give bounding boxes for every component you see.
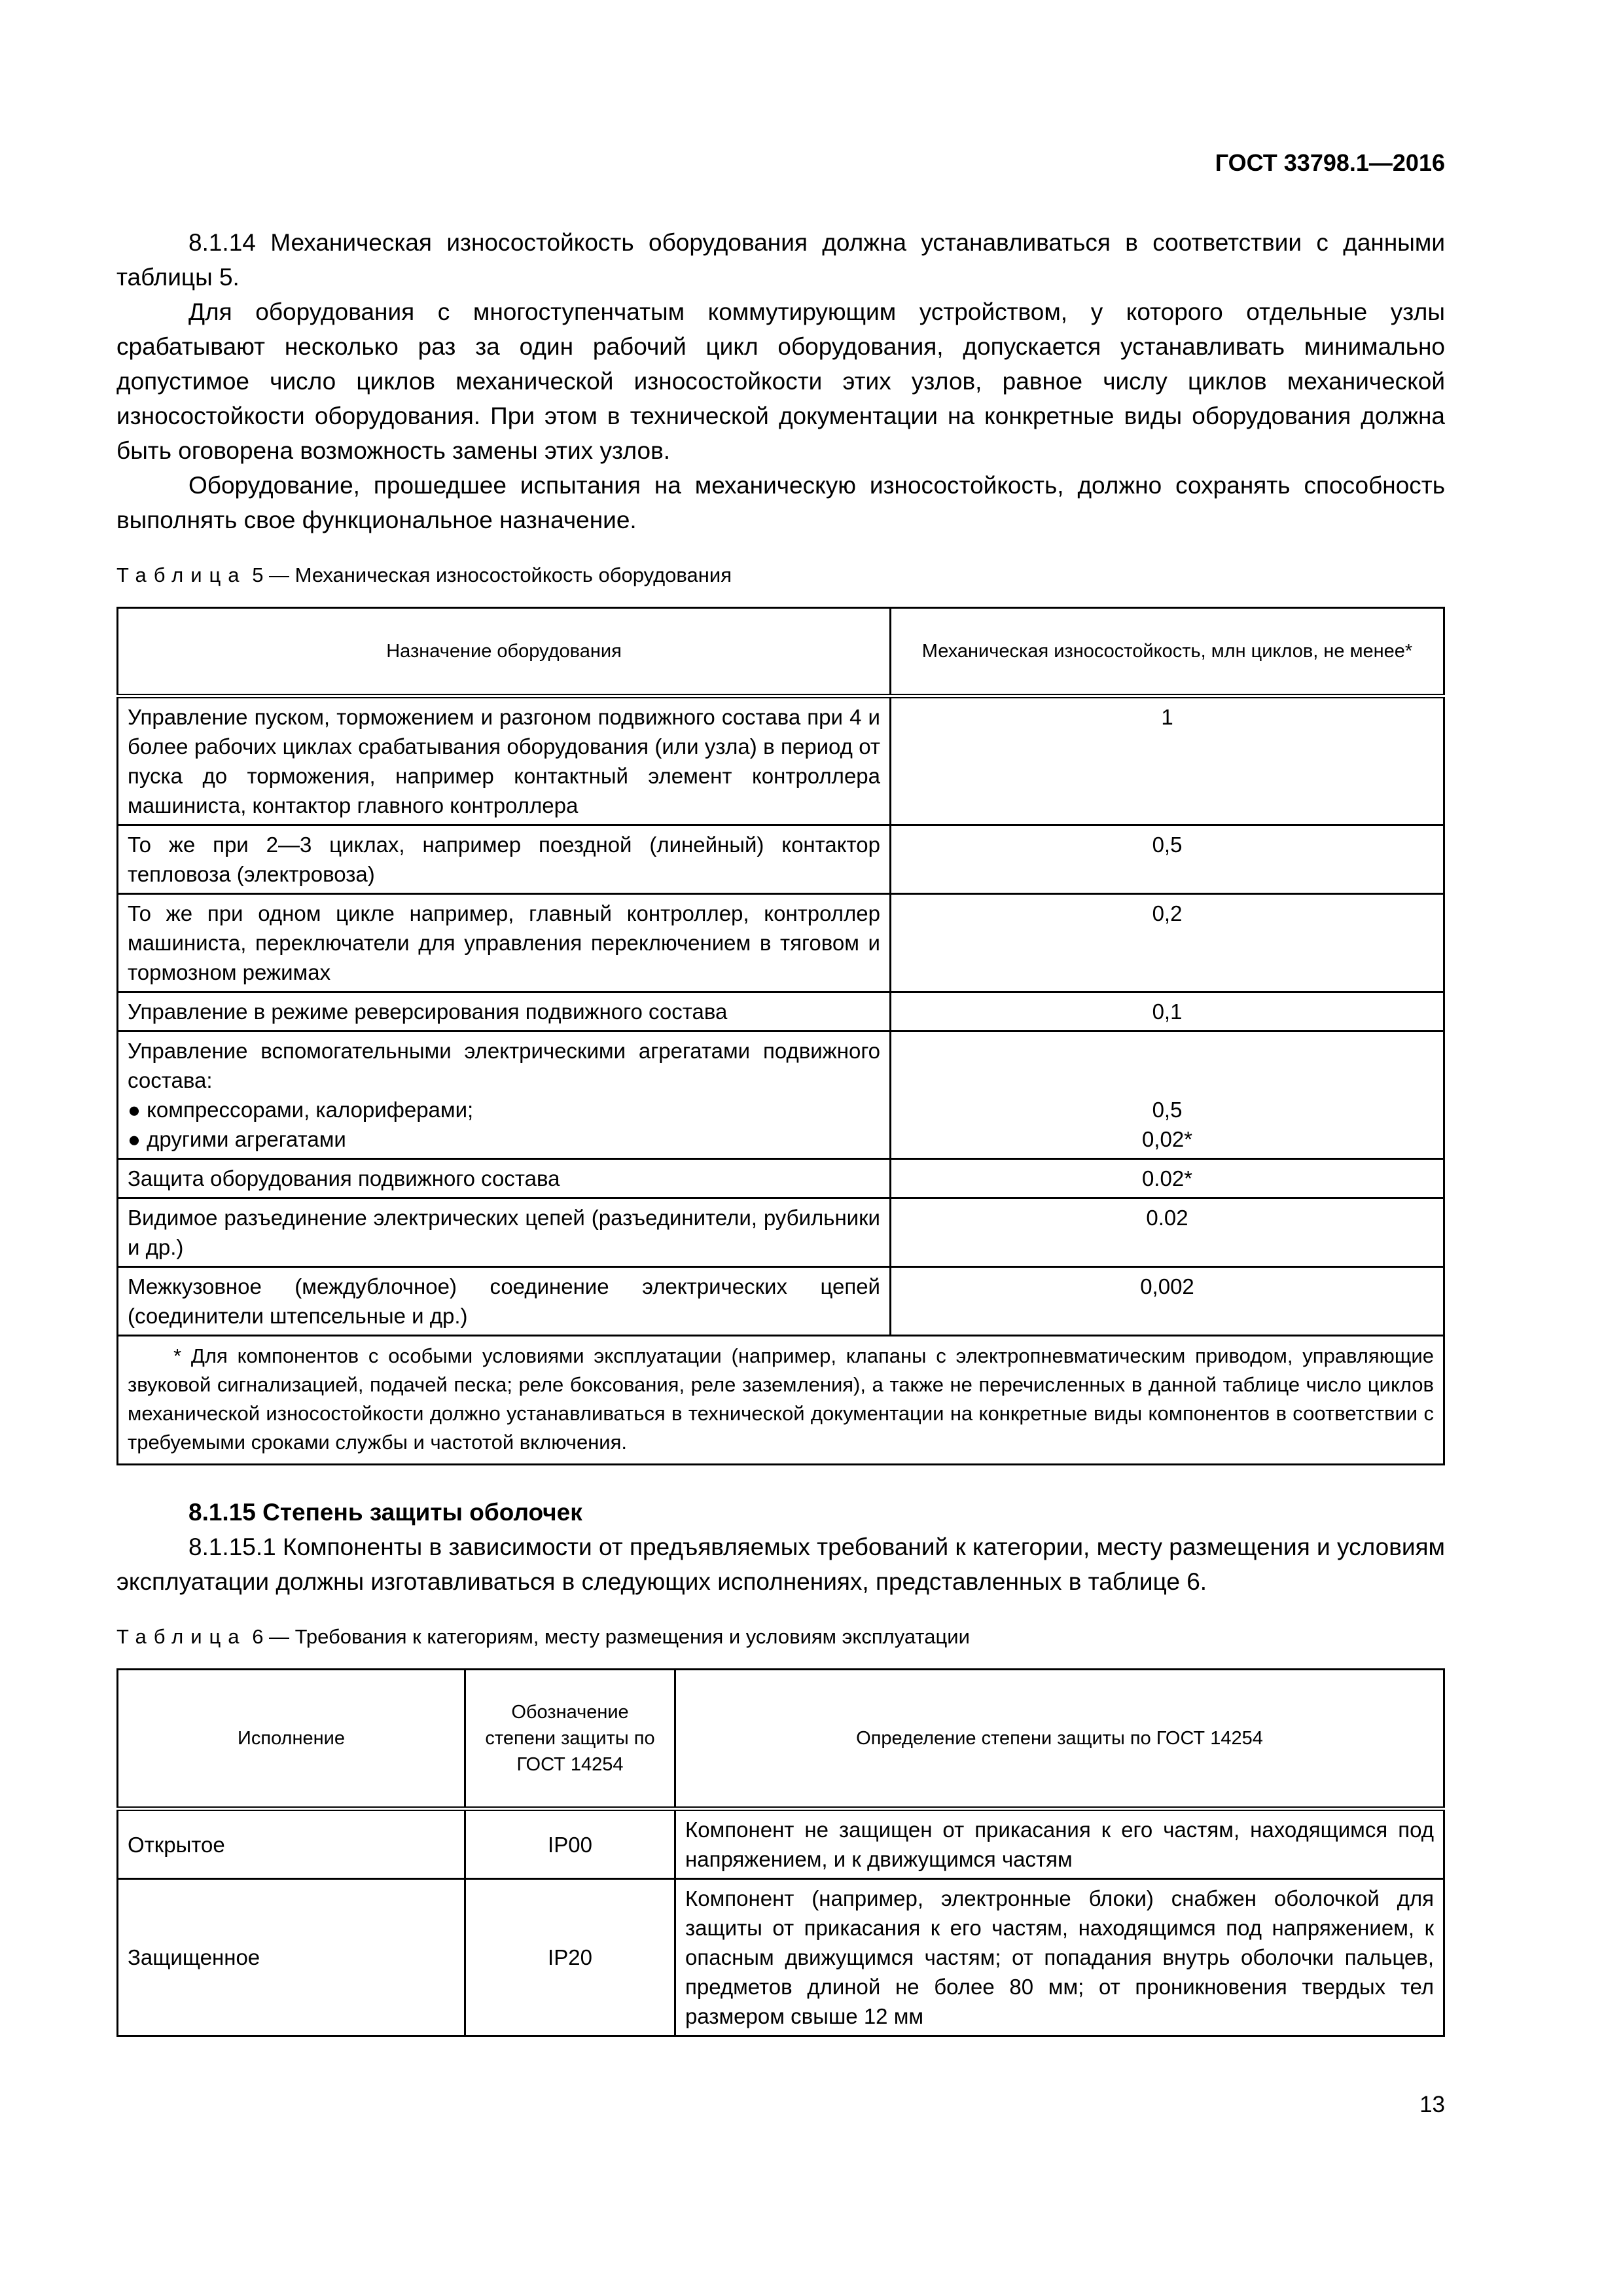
table5-bullet-item: ● другими агрегатами <box>128 1124 880 1154</box>
table-row <box>118 696 1444 825</box>
standard-header: ГОСТ 33798.1—2016 <box>1215 149 1445 176</box>
page-number: 13 <box>1419 2092 1445 2117</box>
table-row <box>118 1159 1444 1198</box>
table6-caption-label: Таблица <box>116 1625 247 1648</box>
table5-cell-desc: Управление пуском, торможением и разгоном подвижного состава при 4 и более рабочих циклах срабатывания оборудования (или узла) в период от пуска до торможения, например контактный элемент контроллера машиниста, контактор главного контроллера <box>118 696 891 825</box>
section-title: 8.1.15 Степень защиты оболочек <box>188 1499 582 1526</box>
paragraph-tested-equipment: Оборудование, прошедшее испытания на механическую износостойкость, должно сохранять способность выполнять свое функциональное назначение. <box>116 472 1445 533</box>
table6-cell-type: Открытое <box>118 1809 465 1879</box>
table5-caption-text: 5 — Механическая износостойкость оборудования <box>252 564 732 586</box>
table-row <box>118 1879 1444 2036</box>
table5-value-other: 0,02* <box>1141 1127 1193 1151</box>
paragraph-multistage: Для оборудования с многоступенчатым коммутирующим устройством, у которого отдельные узлы срабатывают несколько раз за один рабочий цикл оборудования, допускается устанавливать минимально допустимое число циклов механической износостойкости этих узлов, равное числу циклов механической износостойкости оборудования. При этом в технической документации на конкретные виды оборудования должна быть оговорена возможность замены этих узлов. <box>116 298 1445 464</box>
table6-header-code: Обозначение степени защиты по ГОСТ 14254 <box>465 1670 675 1809</box>
table5-cell-value: 1 <box>891 696 1444 825</box>
table-6 <box>116 1668 1445 2037</box>
table5-cell-value: 0,002 <box>891 1267 1444 1336</box>
table5-footnote-row <box>118 1336 1444 1465</box>
table6-header-definition: Определение степени защиты по ГОСТ 14254 <box>675 1670 1444 1809</box>
table5-header-purpose: Назначение оборудования <box>118 608 891 696</box>
table5-cell-desc: То же при одном цикле например, главный контроллер, контроллер машиниста, переключатели для управления переключением в тяговом и тормозном режимах <box>118 894 891 992</box>
table6-cell-code: IP00 <box>465 1809 675 1879</box>
table5-footnote: * Для компонентов с особыми условиями эксплуатации (например, клапаны с электропневматическим приводом, управляющие звуковой сигнализацией, подачей песка; реле боксования, реле заземления), а также не перечисленных в данной таблице число циклов механической износостойкости должно устанавливаться в технической документации на конкретные виды компонентов в соответствии с требуемыми сроками службы и частотой включения. <box>118 1336 1444 1465</box>
table6-cell-code: IP20 <box>465 1879 675 2036</box>
table5-cell-value: 0,5 <box>891 825 1444 894</box>
table-row <box>118 1198 1444 1267</box>
table5-cell-desc <box>118 1031 891 1159</box>
table5-caption <box>116 561 1445 590</box>
table6-cell-type: Защищенное <box>118 1879 465 2036</box>
table6-cell-definition: Компонент не защищен от прикасания к его частям, находящимся под напряжением, и к движущимся частям <box>675 1809 1444 1879</box>
table5-header-durability: Механическая износостойкость, млн циклов, не менее* <box>891 608 1444 696</box>
table5-cell-desc: Защита оборудования подвижного состава <box>118 1159 891 1198</box>
table-row <box>118 825 1444 894</box>
table5-cell-value: 0.02* <box>891 1159 1444 1198</box>
table-row <box>118 992 1444 1031</box>
table6-caption <box>116 1623 1445 1651</box>
table5-cell-value: 0.02 <box>891 1198 1444 1267</box>
paragraph-8-1-15-1: 8.1.15.1 Компоненты в зависимости от предъявляемых требований к категории, месту размещения и условиям эксплуатации должны изготавливаться в следующих исполнениях, представленных в таблице 6. <box>116 1534 1445 1595</box>
table6-header-type: Исполнение <box>118 1670 465 1809</box>
table6-caption-text: 6 — Требования к категориям, месту размещения и условиям эксплуатации <box>252 1625 970 1648</box>
table-row <box>118 894 1444 992</box>
table5-cell-desc: Видимое разъединение электрических цепей (разъединители, рубильники и др.) <box>118 1198 891 1267</box>
table5-caption-label: Таблица <box>116 564 247 586</box>
table5-cell-value: 0,2 <box>891 894 1444 992</box>
table5-cell-value <box>891 1031 1444 1159</box>
table-row <box>118 1809 1444 1879</box>
table5-cell-desc: Межкузовное (междублочное) соединение электрических цепей (соединители штепсельные и др.) <box>118 1267 891 1336</box>
page-body <box>116 225 1445 2037</box>
table5-value-compressors: 0,5 <box>1152 1098 1183 1122</box>
table-row <box>118 1031 1444 1159</box>
paragraph-8-1-14: 8.1.14 Механическая износостойкость оборудования должна устанавливаться в соответствии с данными таблицы 5. <box>116 229 1445 291</box>
table5-cell-desc: То же при 2—3 циклах, например поездной (линейный) контактор тепловоза (электровоза) <box>118 825 891 894</box>
table-row <box>118 1267 1444 1336</box>
table5-bullet-item: ● компрессорами, калориферами; <box>128 1095 880 1124</box>
table5-cell-value: 0,1 <box>891 992 1444 1031</box>
table-5 <box>116 607 1445 1465</box>
table5-cell-desc-text: Управление вспомогательными электрическими агрегатами подвижного состава: <box>128 1039 880 1092</box>
table6-cell-definition: Компонент (например, электронные блоки) снабжен оболочкой для защиты от прикасания к его частям, находящимся под напряжением, к опасным движущимся частям; от попадания внутрь оболочки пальцев, предметов длиной не более 80 мм; от проникновения твердых тел размером свыше 12 мм <box>675 1879 1444 2036</box>
table5-cell-desc: Управление в режиме реверсирования подвижного состава <box>118 992 891 1031</box>
